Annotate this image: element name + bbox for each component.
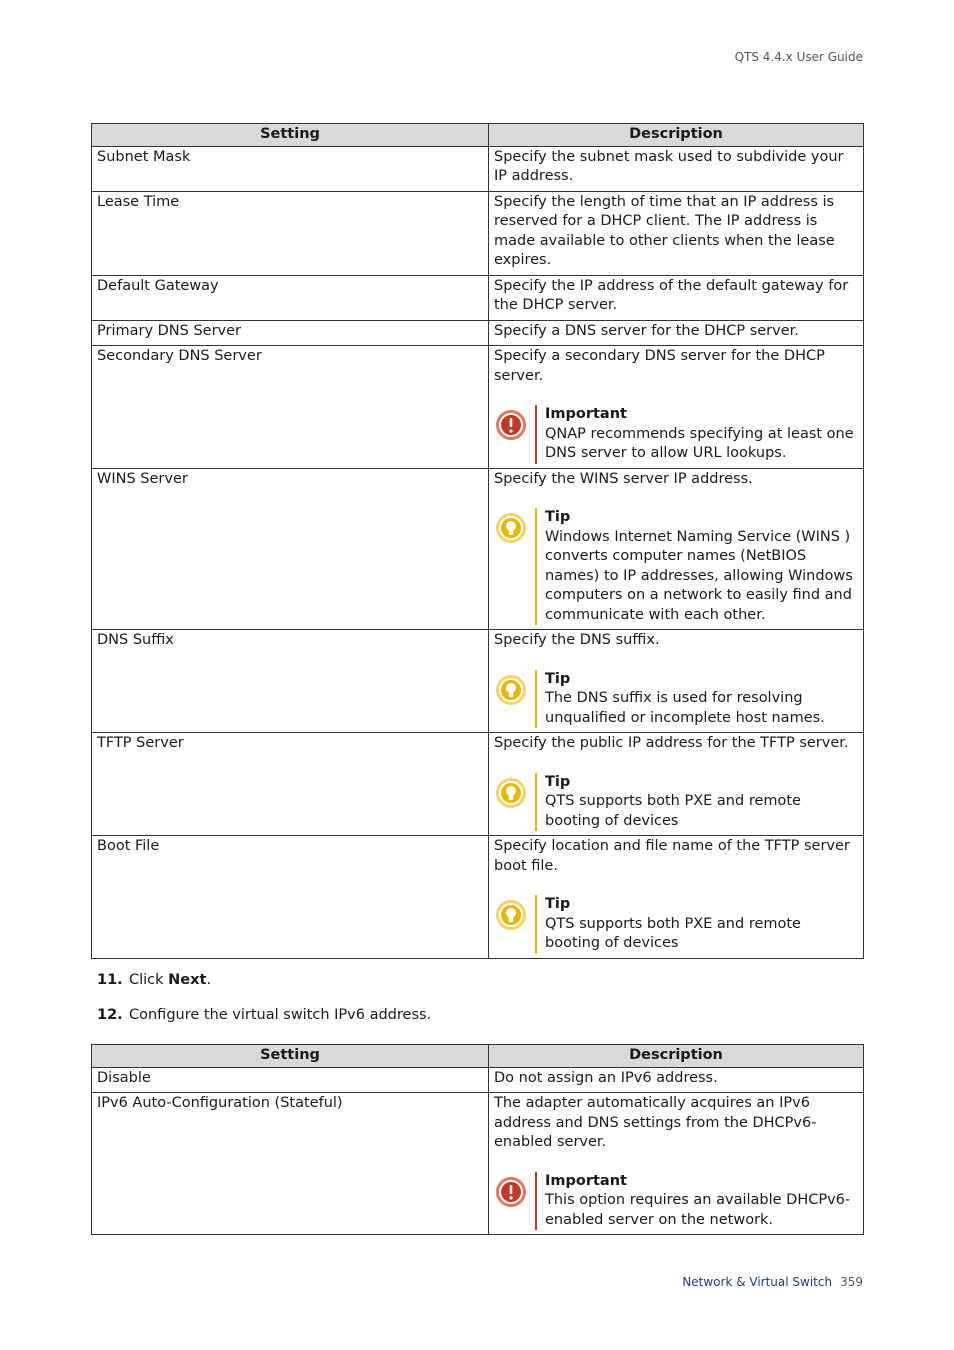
description-text: Specify the DNS suffix. — [494, 632, 660, 648]
table-row — [92, 1093, 864, 1235]
step-item — [97, 970, 431, 990]
note-text: QNAP recommends specifying at least one DNS server to allow URL lookups. — [545, 425, 854, 461]
table-row — [92, 630, 864, 733]
note-title: Tip — [545, 509, 571, 525]
setting-cell: Primary DNS Server — [92, 320, 489, 346]
step-emphasis: Next — [168, 972, 207, 988]
table-row — [92, 733, 864, 836]
description-text: Specify a DNS server for the DHCP server. — [494, 322, 799, 339]
description-cell — [489, 191, 864, 275]
note-text: The DNS suffix is used for resolving unqualified or incomplete host names. — [545, 690, 825, 726]
description-cell — [489, 733, 864, 836]
column-header-setting: Setting — [92, 1045, 489, 1068]
setting-cell: Lease Time — [92, 191, 489, 275]
description-text: Specify a secondary DNS server for the DHCP server. — [494, 348, 825, 384]
note-text: QTS supports both PXE and remote booting of devices — [545, 915, 801, 951]
table-row — [92, 468, 864, 630]
note-title: Tip — [545, 773, 571, 790]
page-number: 359 — [840, 1275, 863, 1289]
description-text: Do not assign an IPv6 address. — [494, 1069, 718, 1086]
tip-note — [494, 508, 858, 625]
page-header: QTS 4.4.x User Guide — [734, 50, 863, 64]
note-text: Windows Internet Naming Service (WINS ) converts computer names (NetBIOS names) to IP addresses, allowing Windows computers on a network to easily find and communicate with each other. — [545, 528, 853, 623]
table-header-row — [92, 1045, 864, 1068]
setting-cell: Boot File — [92, 836, 489, 959]
column-header-description: Description — [489, 1045, 864, 1068]
tip-note — [494, 670, 858, 729]
note-title: Important — [545, 406, 627, 422]
description-cell — [489, 836, 864, 959]
description-cell — [489, 1093, 864, 1235]
lightbulb-icon — [494, 895, 529, 954]
description-text: Specify the subnet mask used to subdivide your IP address. — [494, 148, 844, 184]
step-number: 12. — [97, 1007, 123, 1023]
lightbulb-icon — [494, 508, 529, 625]
tip-note — [494, 773, 858, 832]
lightbulb-icon — [494, 773, 529, 832]
exclamation-icon — [494, 1172, 529, 1231]
setting-cell: DNS Suffix — [92, 630, 489, 733]
description-text: Specify location and file name of the TFTP server boot file. — [494, 838, 850, 874]
important-note — [494, 1172, 858, 1231]
step-list — [97, 970, 431, 1025]
note-title: Tip — [545, 896, 571, 912]
description-cell — [489, 630, 864, 733]
dhcp-settings-table — [91, 123, 864, 959]
description-cell — [489, 468, 864, 630]
table-row — [92, 191, 864, 275]
table-row — [92, 320, 864, 346]
setting-cell: Disable — [92, 1067, 489, 1093]
step-text: Configure the virtual switch IPv6 address. — [129, 1007, 432, 1023]
description-text: The adapter automatically acquires an IPv6 address and DNS settings from the DHCPv6-enabled server. — [494, 1095, 817, 1150]
description-cell — [489, 320, 864, 346]
note-title: Tip — [545, 670, 571, 687]
exclamation-icon — [494, 405, 529, 464]
setting-cell: Secondary DNS Server — [92, 346, 489, 469]
table-row — [92, 346, 864, 469]
step-text: Click Next. — [129, 972, 212, 988]
description-cell — [489, 146, 864, 191]
column-header-description: Description — [489, 124, 864, 147]
description-cell — [489, 346, 864, 469]
table-row — [92, 1067, 864, 1093]
description-cell — [489, 275, 864, 320]
lightbulb-icon — [494, 670, 529, 729]
setting-cell: Subnet Mask — [92, 146, 489, 191]
important-note — [494, 405, 858, 464]
description-text: Specify the public IP address for the TFTP server. — [494, 735, 849, 751]
column-header-setting: Setting — [92, 124, 489, 147]
setting-cell: WINS Server — [92, 468, 489, 630]
description-text: Specify the WINS server IP address. — [494, 470, 753, 487]
page-footer — [682, 1275, 863, 1289]
note-title: Important — [545, 1172, 627, 1189]
description-text: Specify the length of time that an IP address is reserved for a DHCP client. The IP address is made available to other clients when the lease expires. — [494, 193, 835, 268]
ipv6-settings-table — [91, 1044, 864, 1235]
table-row — [92, 836, 864, 959]
setting-cell: TFTP Server — [92, 733, 489, 836]
table-row — [92, 275, 864, 320]
setting-cell: IPv6 Auto-Configuration (Stateful) — [92, 1093, 489, 1235]
tip-note — [494, 895, 858, 954]
step-item — [97, 1005, 431, 1025]
step-number: 11. — [97, 972, 123, 988]
note-text: This option requires an available DHCPv6-enabled server on the network. — [545, 1192, 851, 1228]
table-row — [92, 146, 864, 191]
note-text: QTS supports both PXE and remote booting of devices — [545, 793, 801, 829]
description-cell — [489, 1067, 864, 1093]
table-header-row — [92, 124, 864, 147]
setting-cell: Default Gateway — [92, 275, 489, 320]
description-text: Specify the IP address of the default gateway for the DHCP server. — [494, 277, 849, 313]
footer-section-link[interactable]: Network & Virtual Switch — [682, 1275, 833, 1289]
